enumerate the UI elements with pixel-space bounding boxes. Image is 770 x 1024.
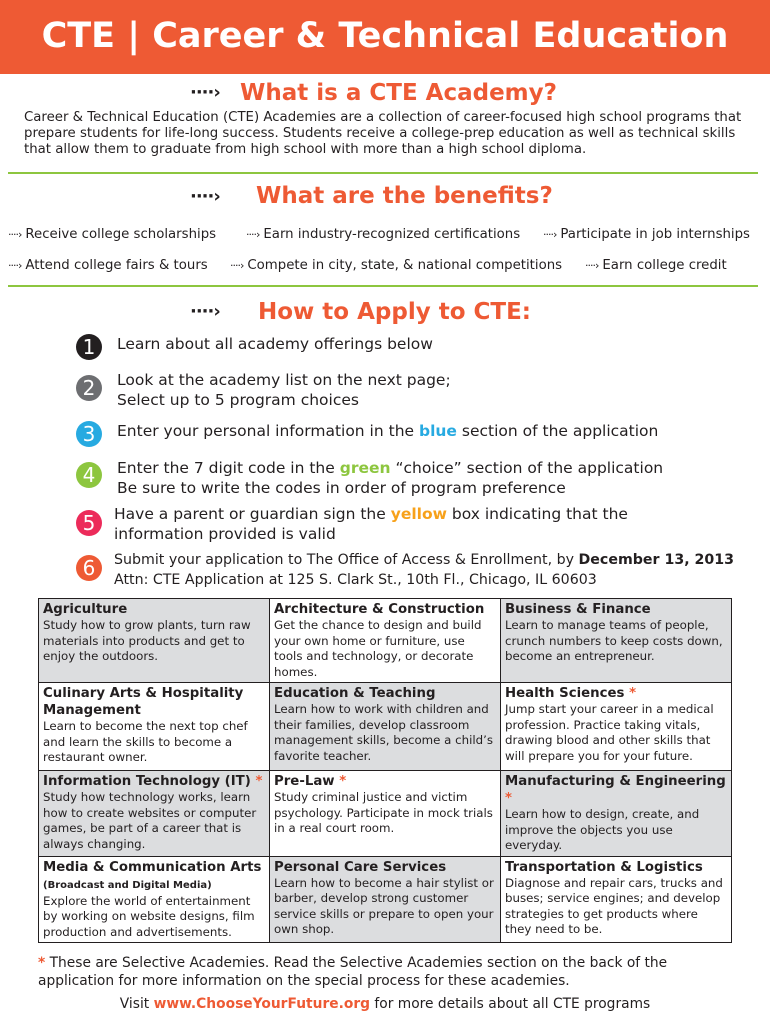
academy-name: Agriculture	[43, 602, 128, 617]
step-text: Learn about all academy offerings below	[117, 335, 433, 353]
selective-star-icon: *	[255, 774, 263, 789]
selective-star-icon: *	[38, 955, 46, 971]
academy-cell	[501, 683, 732, 771]
academy-description: Learn how to become a hair stylist or barber, develop strong customer service skills or prepare to open your own shop.	[274, 875, 494, 936]
academies-table	[38, 598, 732, 943]
selective-star-icon: *	[339, 774, 347, 789]
academy-name: Architecture & Construction	[274, 602, 485, 617]
divider	[8, 172, 758, 174]
step-text: Enter the 7 digit code in the green “choice” section of the application Be sure to write the codes in order of program preference	[117, 459, 664, 497]
step-text: Look at the academy list on the next page; Select up to 5 program choices	[117, 371, 451, 409]
academy-description: Explore the world of entertainment by working on website designs, film production and advertisements.	[43, 893, 255, 939]
section-title-benefits: What are the benefits?	[256, 183, 553, 209]
benefit-item: ····› Receive college scholarships	[8, 227, 217, 242]
academy-description: Study criminal justice and victim psychology. Participate in mock trials in a real court room.	[274, 790, 493, 835]
selective-star-icon: *	[505, 791, 512, 806]
dotted-arrow-icon: ····›	[8, 259, 22, 272]
academy-cell	[501, 599, 732, 683]
dotted-arrow-icon: ····›	[8, 228, 22, 241]
academy-description: Learn how to work with children and their families, develop classroom management skills, become a child’s favorite teacher.	[274, 702, 494, 763]
academy-name: Culinary Arts & Hospitality Management	[43, 686, 244, 718]
academy-name: Information Technology (IT) *	[43, 774, 263, 789]
step-number-badge: 1	[76, 334, 102, 360]
benefit-item: ····› Compete in city, state, & national competitions	[230, 258, 563, 273]
divider	[8, 285, 758, 287]
academy-cell	[270, 683, 501, 771]
step-text: Submit your application to The Office of Access & Enrollment, by December 13, 2013 Attn: CTE Application at 125 S. Clark St., 10th Fl., Chicago, IL 60603	[114, 552, 735, 588]
dotted-arrow-icon: ····›	[230, 259, 244, 272]
academy-name: Transportation & Logistics	[505, 859, 703, 875]
academy-name: Health Sciences *	[505, 686, 637, 701]
benefit-item: ····› Earn college credit	[585, 258, 727, 273]
academy-cell	[270, 771, 501, 857]
step-number-badge: 5	[76, 510, 102, 536]
step-number-badge: 3	[76, 421, 102, 447]
academy-description: Learn how to design, create, and improve the objects you use everyday.	[505, 807, 700, 852]
academy-description: Learn to manage teams of people, crunch numbers to keep costs down, become an entrepreneur.	[505, 618, 723, 663]
academy-name: Manufacturing & Engineering *	[505, 774, 726, 806]
dotted-arrow-icon: ····›	[585, 259, 599, 272]
dotted-arrow-icon: ····›	[190, 186, 220, 207]
visit-line: Visit www.ChooseYourFuture.org for more details about all CTE programs	[119, 996, 651, 1012]
academy-description: Study how technology works, learn how to create websites or computer games, be part of a career that is always changing.	[43, 790, 257, 851]
academy-cell	[501, 856, 732, 943]
step-number-badge: 2	[76, 375, 102, 401]
academy-name: Business & Finance	[505, 602, 651, 617]
academy-subtitle: (Broadcast and Digital Media)	[43, 879, 212, 891]
academy-cell	[39, 683, 270, 771]
academy-cell	[39, 856, 270, 943]
dotted-arrow-icon: ····›	[246, 228, 260, 241]
dotted-arrow-icon: ····›	[190, 301, 220, 322]
selective-footnote: * These are Selective Academies. Read the Selective Academies section on the back of the application for more information on the special process for these academies.	[38, 955, 668, 989]
dotted-arrow-icon: ····›	[190, 82, 220, 103]
benefit-item: ····› Participate in job internships	[543, 227, 750, 242]
dotted-arrow-icon: ····›	[543, 228, 557, 241]
benefit-item: ····› Earn industry-recognized certifications	[246, 227, 521, 242]
academy-description: Diagnose and repair cars, trucks and buses; service engines; and develop strategies to get products where they need to be.	[505, 875, 723, 936]
academy-cell	[270, 856, 501, 943]
step-number-badge: 4	[76, 462, 102, 488]
academy-name: Education & Teaching	[274, 686, 436, 701]
step-number-badge: 6	[76, 555, 102, 581]
academy-cell	[501, 771, 732, 857]
benefit-item: ····› Attend college fairs & tours	[8, 258, 208, 273]
academy-description: Learn to become the next top chef and learn the skills to become a restaurant owner.	[43, 719, 248, 764]
academy-name: Pre-Law *	[274, 774, 347, 789]
academy-cell	[270, 599, 501, 683]
academy-description: Jump start your career in a medical profession. Practice taking vitals, drawing blood and other skills that will prepare you for your future.	[505, 702, 714, 763]
step-text: Enter your personal information in the blue section of the application	[117, 422, 659, 440]
academy-description: Study how to grow plants, turn raw materials into products and get to enjoy the outdoors.	[43, 618, 251, 663]
academy-description: Get the chance to design and build your own home or furniture, use tools and technology, or decorate homes.	[274, 618, 482, 679]
intro-paragraph: Career & Technical Education (CTE) Academies are a collection of career-focused high school programs that prepare students for life-long success. Students receive a college-prep education as well as technical skills that allow them to graduate from high school with more than a high school diploma.	[24, 110, 742, 157]
academy-name: Media & Communication Arts (Broadcast and Digital Media)	[43, 859, 262, 891]
academy-cell	[39, 599, 270, 683]
page-title: CTE | Career & Technical Education	[41, 16, 729, 56]
section-title-what: What is a CTE Academy?	[240, 80, 557, 106]
selective-star-icon: *	[629, 686, 637, 701]
academy-cell	[39, 771, 270, 857]
section-title-apply: How to Apply to CTE:	[258, 299, 532, 325]
website-link[interactable]: www.ChooseYourFuture.org	[153, 996, 371, 1012]
step-text: Have a parent or guardian sign the yellow box indicating that the information provided is valid	[114, 505, 628, 543]
academy-name: Personal Care Services	[274, 859, 447, 875]
